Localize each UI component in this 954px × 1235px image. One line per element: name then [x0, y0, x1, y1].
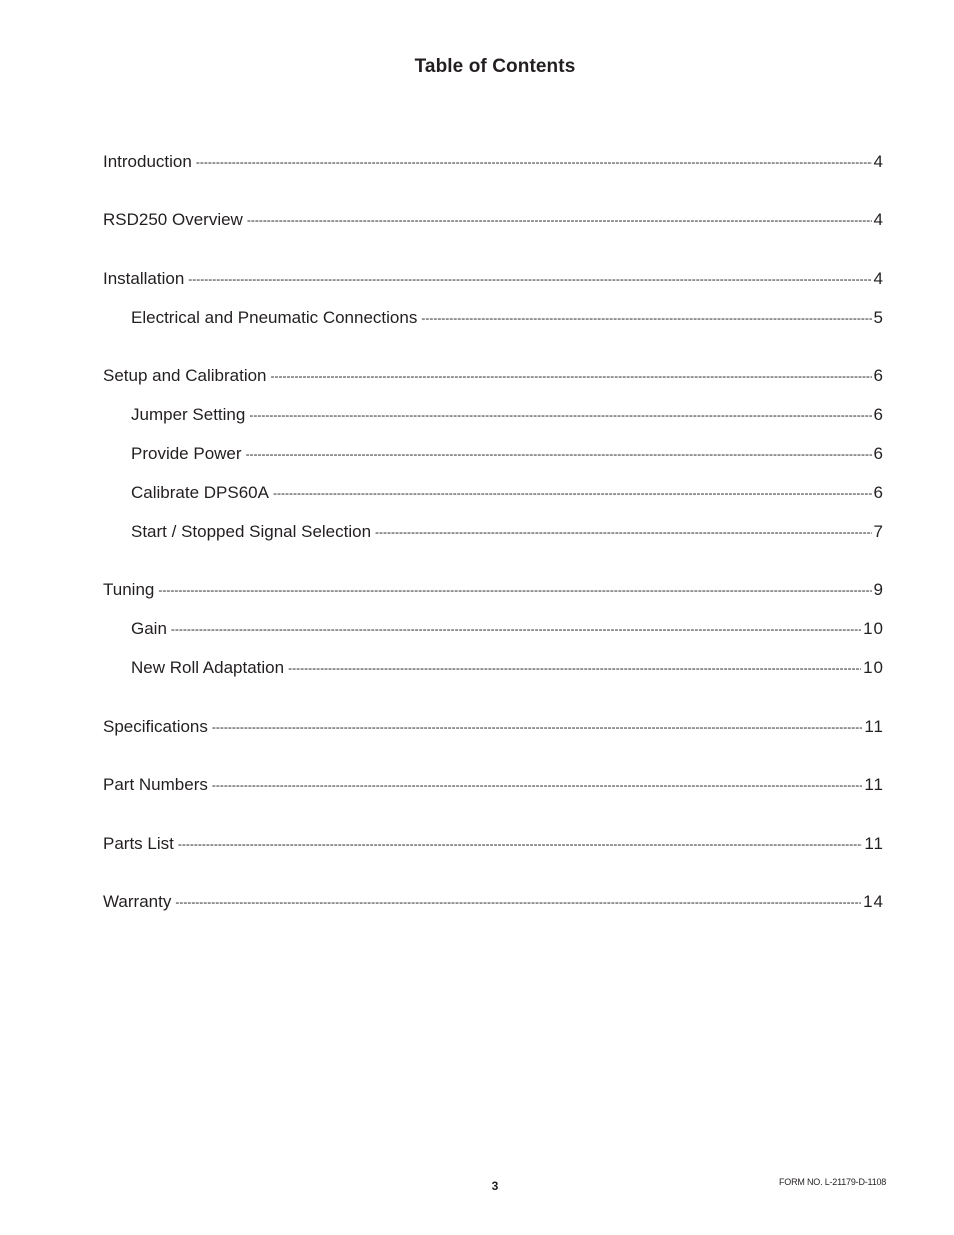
toc-entry-warranty[interactable]: [103, 890, 884, 914]
dot-leader: [188, 267, 871, 291]
dot-leader: [171, 617, 861, 641]
dot-leader: [178, 832, 862, 856]
toc-entry-label: Electrical and Pneumatic Connections: [131, 308, 418, 327]
toc-entry-label: Parts List: [103, 834, 174, 853]
dot-leader: [249, 403, 871, 427]
toc-entry-label: Part Numbers: [103, 775, 208, 794]
toc-entry-page: 6: [873, 483, 884, 502]
toc-entry-page: 11: [864, 717, 884, 736]
toc-entry-label: Installation: [103, 269, 185, 288]
toc-entry-rsd250-overview[interactable]: [103, 208, 884, 232]
toc-entry-page: 14: [863, 892, 884, 911]
toc-entry-page: 6: [873, 366, 884, 385]
toc-entry-label: Jumper Setting: [131, 405, 246, 424]
toc-entry-page: 10: [863, 658, 884, 677]
toc-entry-label: New Roll Adaptation: [131, 658, 285, 677]
toc-entry-label: Calibrate DPS60A: [131, 483, 269, 502]
toc-entry-introduction[interactable]: [103, 150, 884, 174]
page-title: Table of Contents: [414, 56, 576, 77]
toc-entry-label: RSD250 Overview: [103, 210, 243, 229]
toc-entry-setup-calibration[interactable]: [103, 364, 884, 388]
form-number: FORM NO. L-21179-D-1108: [779, 1177, 887, 1187]
dot-leader: [212, 773, 862, 797]
toc-entry-label: Setup and Calibration: [103, 366, 267, 385]
toc-entry-page: 4: [873, 152, 884, 171]
toc-entry-provide-power[interactable]: [131, 442, 884, 466]
toc-entry-page: 11: [864, 775, 884, 794]
toc-entry-label: Start / Stopped Signal Selection: [131, 522, 372, 541]
dot-leader: [375, 520, 871, 544]
dot-leader: [175, 890, 861, 914]
toc-entry-new-roll-adaptation[interactable]: [131, 656, 884, 680]
toc-entry-label: Specifications: [103, 717, 208, 736]
toc-entry-page: 4: [873, 269, 884, 288]
toc-entry-installation[interactable]: [103, 267, 884, 291]
dot-leader: [246, 442, 872, 466]
toc-entry-page: 10: [863, 619, 884, 638]
dot-leader: [288, 656, 861, 680]
dot-leader: [271, 364, 872, 388]
dot-leader: [247, 208, 872, 232]
toc-entry-part-numbers[interactable]: [103, 773, 884, 797]
toc-entry-gain[interactable]: [131, 617, 884, 641]
toc-entry-label: Warranty: [103, 892, 172, 911]
toc-entry-label: Provide Power: [131, 444, 242, 463]
toc-entry-page: 7: [873, 522, 884, 541]
toc-entry-page: 9: [873, 580, 884, 599]
toc-entry-jumper-setting[interactable]: [131, 403, 884, 427]
toc-entry-page: 6: [873, 444, 884, 463]
toc-entry-start-stopped-signal[interactable]: [131, 520, 884, 544]
dot-leader: [273, 481, 872, 505]
dot-leader: [421, 306, 871, 330]
toc-entry-label: Gain: [131, 619, 167, 638]
toc-entry-page: 6: [873, 405, 884, 424]
dot-leader: [196, 150, 872, 174]
toc-entry-page: 5: [873, 308, 884, 327]
dot-leader: [158, 578, 871, 602]
toc-entry-label: Introduction: [103, 152, 192, 171]
toc-entry-page: 11: [864, 834, 884, 853]
toc-entry-parts-list[interactable]: [103, 832, 884, 856]
toc-entry-page: 4: [873, 210, 884, 229]
toc-entry-electrical-connections[interactable]: [131, 306, 884, 330]
toc-entry-tuning[interactable]: [103, 578, 884, 602]
dot-leader: [212, 715, 862, 739]
toc-entry-specifications[interactable]: [103, 715, 884, 739]
toc-entry-calibrate-dps60a[interactable]: [131, 481, 884, 505]
toc-entry-label: Tuning: [103, 580, 155, 599]
page-number: 3: [491, 1179, 499, 1193]
